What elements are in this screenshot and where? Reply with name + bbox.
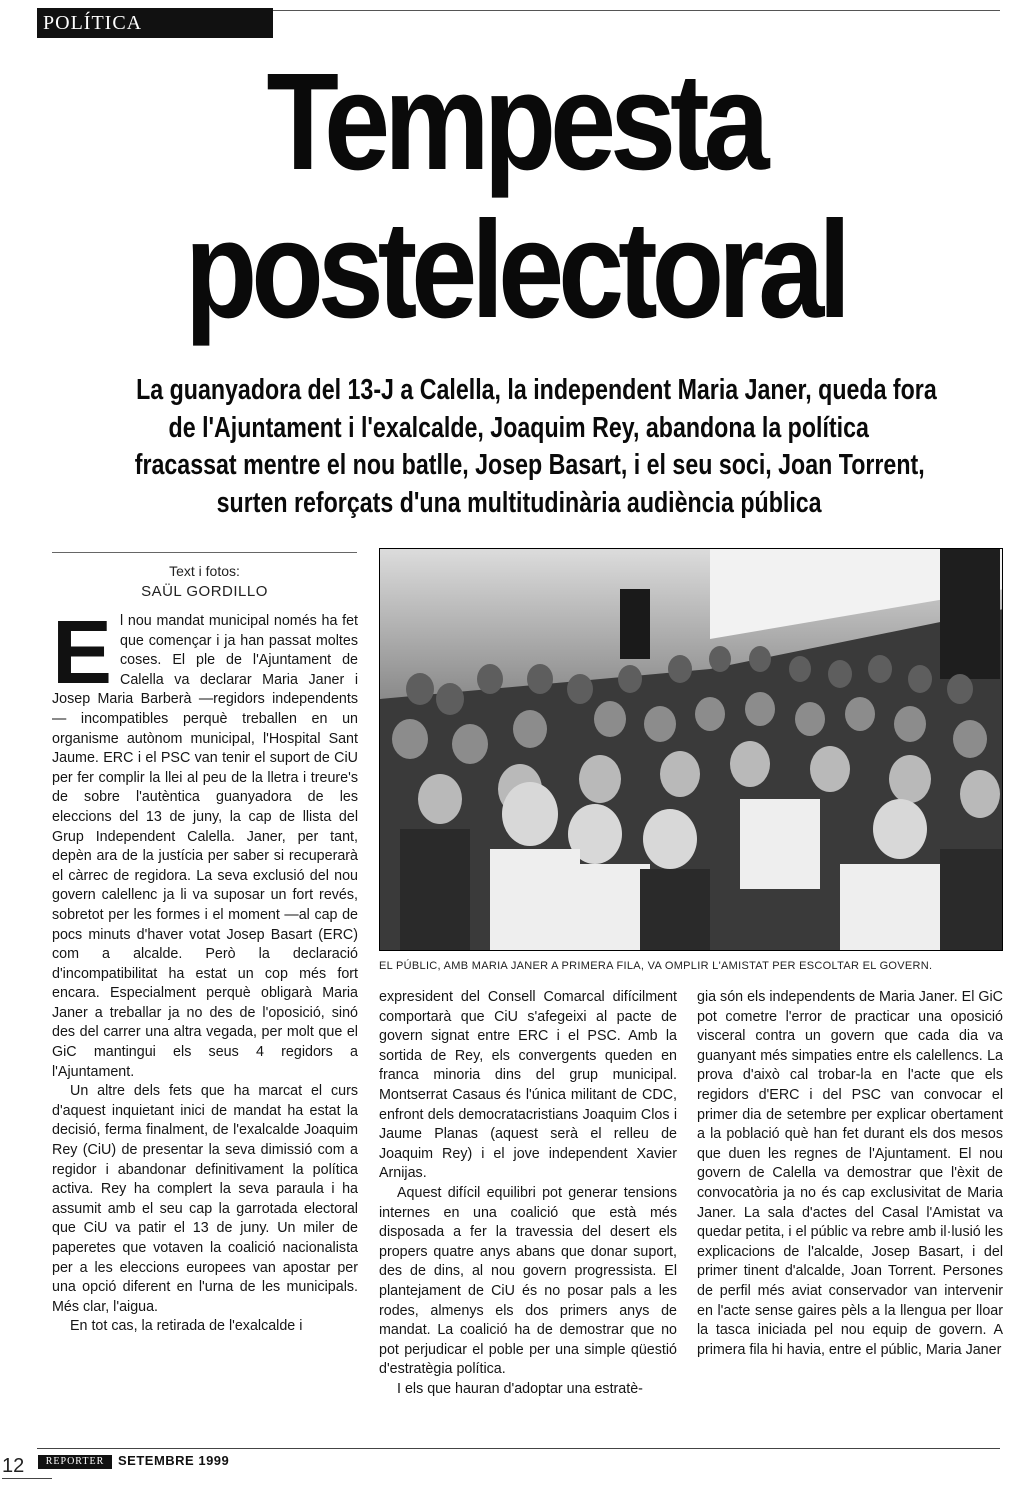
- paragraph: gia són els independents de Maria Janer. El GiC pot cometre l'error de practicar una oposició visceral contra un govern que cada dia va guanyant més simpaties entre els calellencs. La prova d'això cal trobar-la en l'acte que els regidors d'ERC i del PSC van convocar el primer dia de setembre per explicar obertament a la població què han fet durant els dos mesos que duen les regnes de l'Ajuntament. El nou govern de Calella va demostrar que l'èxit de convocatòria ja no és cap exclusivitat de Maria Janer. La sala d'actes del Casal l'Amistat va quedar petita, i el públic va rebre amb il·lusió les explicacions de l'alcalde, Josep Basart, i del primer tinent d'alcalde, Joan Torrent. Persones de perfil més aviat conservador van intervenir en l'acte sense gaires pèls a la llengua per lloar la tasca iniciada pel nou equip de govern. A primera fila hi havia, entre el públic, Maria Janer: [697, 989, 1003, 1358]
- footer-rule: [37, 1448, 1000, 1449]
- standfirst-line-2: de l'Ajuntament i l'exalcalde, Joaquim Rey, abandona la política: [168, 411, 870, 444]
- standfirst-line-4: surten reforçats d'una multitudinària audiència pública: [216, 486, 822, 519]
- paragraph: Un altre dels fets que ha marcat el curs d'aquest inquietant inici de mandat ha estat la decisió, ferma finalment, de l'exalcalde Joaquim Rey (CiU) de presentar la seva dimissió com a regidor i abandonar definitivament la política activa. Rey ha complert la seva paraula i ha assumit amb el seu cap la garrotada electoral que CiU va patir el 13 de juny. Un miler de paperetes que votaven la coalició nacionalista per a les eleccions europees van apostar per una opció diferent en l'urna de les municipals. Més clar, l'aigua.: [52, 1083, 358, 1315]
- body-column-3: [697, 988, 1003, 1360]
- paragraph: Aquest difícil equilibri pot generar tensions internes en una coalició que està més disposada a fer la travessia del desert els propers quatre anys abans que donar suport, des de dins, al nou govern progressista. El plantejament de CiU és no posar pals a les rodes, almenys els dos primers anys de mandat. La coalició ha de demostrar que no pot perjudicar el poble per una simple qüestió d'estratègia política.: [379, 1184, 677, 1378]
- paragraph: expresident del Consell Comarcal difícilment comportarà que CiU s'afegeixi al pacte de govern signat entre ERC i el PSC. Amb la sortida de Rey, els convergents queden en franca minoria dins del grup municipal. Montserrat Casaus és l'única militant de CDC, enfront dels democratacristians Joaquim Clos i Jaume Planas (aquest serà el relleu de Joaquim Rey) i el jove independent Xavier Arnijas.: [379, 989, 677, 1182]
- byline-author: SAÜL GORDILLO: [141, 583, 268, 600]
- paragraph-text: l nou mandat municipal només ha fet que començar i ja han passat moltes coses. El ple de l'Ajuntament de Calella va declarar Maria Janer i Josep Maria Barberà —regidors independents— incompatibles perquè treballen en un organisme autònom municipal, l'Hospital Sant Jaume. ERC i el PSC van tenir el suport de CiU per fer complir la llei al peu de la lletra i treure's de sobre l'autèntica guanyadora de les eleccions del 13 de juny, la cap de llista del Grup Independent Calella. Janer, per tant, depèn ara de la justícia per saber si recuperarà el càrrec de regidora. La seva exclusió del nou govern calellenc ja li va suposar un fort revés, sobretot per les formes i el moment —al cap de pocs minuts d'haver votat Josep Basart (ERC) com a alcalde. Però la declaració d'incompatibilitat ha estat un cop més fort encara. Especialment perquè obligarà Maria Janer a treballar ja no des de l'oposició, sinó des del carrer una altra vegada, per molt que el GiC mantingui els seus 4 regidors a l'Ajuntament.: [52, 613, 358, 1080]
- drop-cap: E: [52, 603, 113, 703]
- page-number-rule: [2, 1478, 52, 1479]
- audience-photo-illustration: [380, 549, 1003, 951]
- paragraph: I els que hauran d'adoptar una estratè-: [397, 1380, 643, 1397]
- byline-rule: [52, 552, 357, 553]
- page-number: 12: [2, 1455, 25, 1477]
- headline-line-1: Tempesta: [266, 45, 764, 199]
- paragraph: En tot cas, la retirada de l'exalcalde i: [70, 1318, 303, 1335]
- photo-caption: EL PÚBLIC, AMB MARIA JANER A PRIMERA FILA, VA OMPLIR L'AMISTAT PER ESCOLTAR EL GOVERN.: [379, 960, 933, 972]
- byline-label: Text i fotos:: [169, 563, 240, 579]
- body-column-2: [379, 988, 677, 1399]
- paragraph: [52, 603, 358, 1082]
- magazine-logo: REPORTER: [38, 1455, 112, 1469]
- audience-photo: [379, 548, 1003, 951]
- headline-line-2: postelectoral: [184, 193, 846, 347]
- standfirst-line-1: La guanyadora del 13-J a Calella, la independent Maria Janer, queda fora: [136, 374, 937, 406]
- top-rule: [273, 10, 1000, 11]
- standfirst-line-3: fracassat mentre el nou batlle, Josep Basart, i el seu soci, Joan Torrent,: [134, 449, 925, 481]
- section-label: POLÍTICA: [37, 8, 273, 38]
- body-column-1: [52, 603, 358, 1337]
- standfirst: [36, 372, 1002, 522]
- issue-date: SETEMBRE 1999: [118, 1453, 230, 1468]
